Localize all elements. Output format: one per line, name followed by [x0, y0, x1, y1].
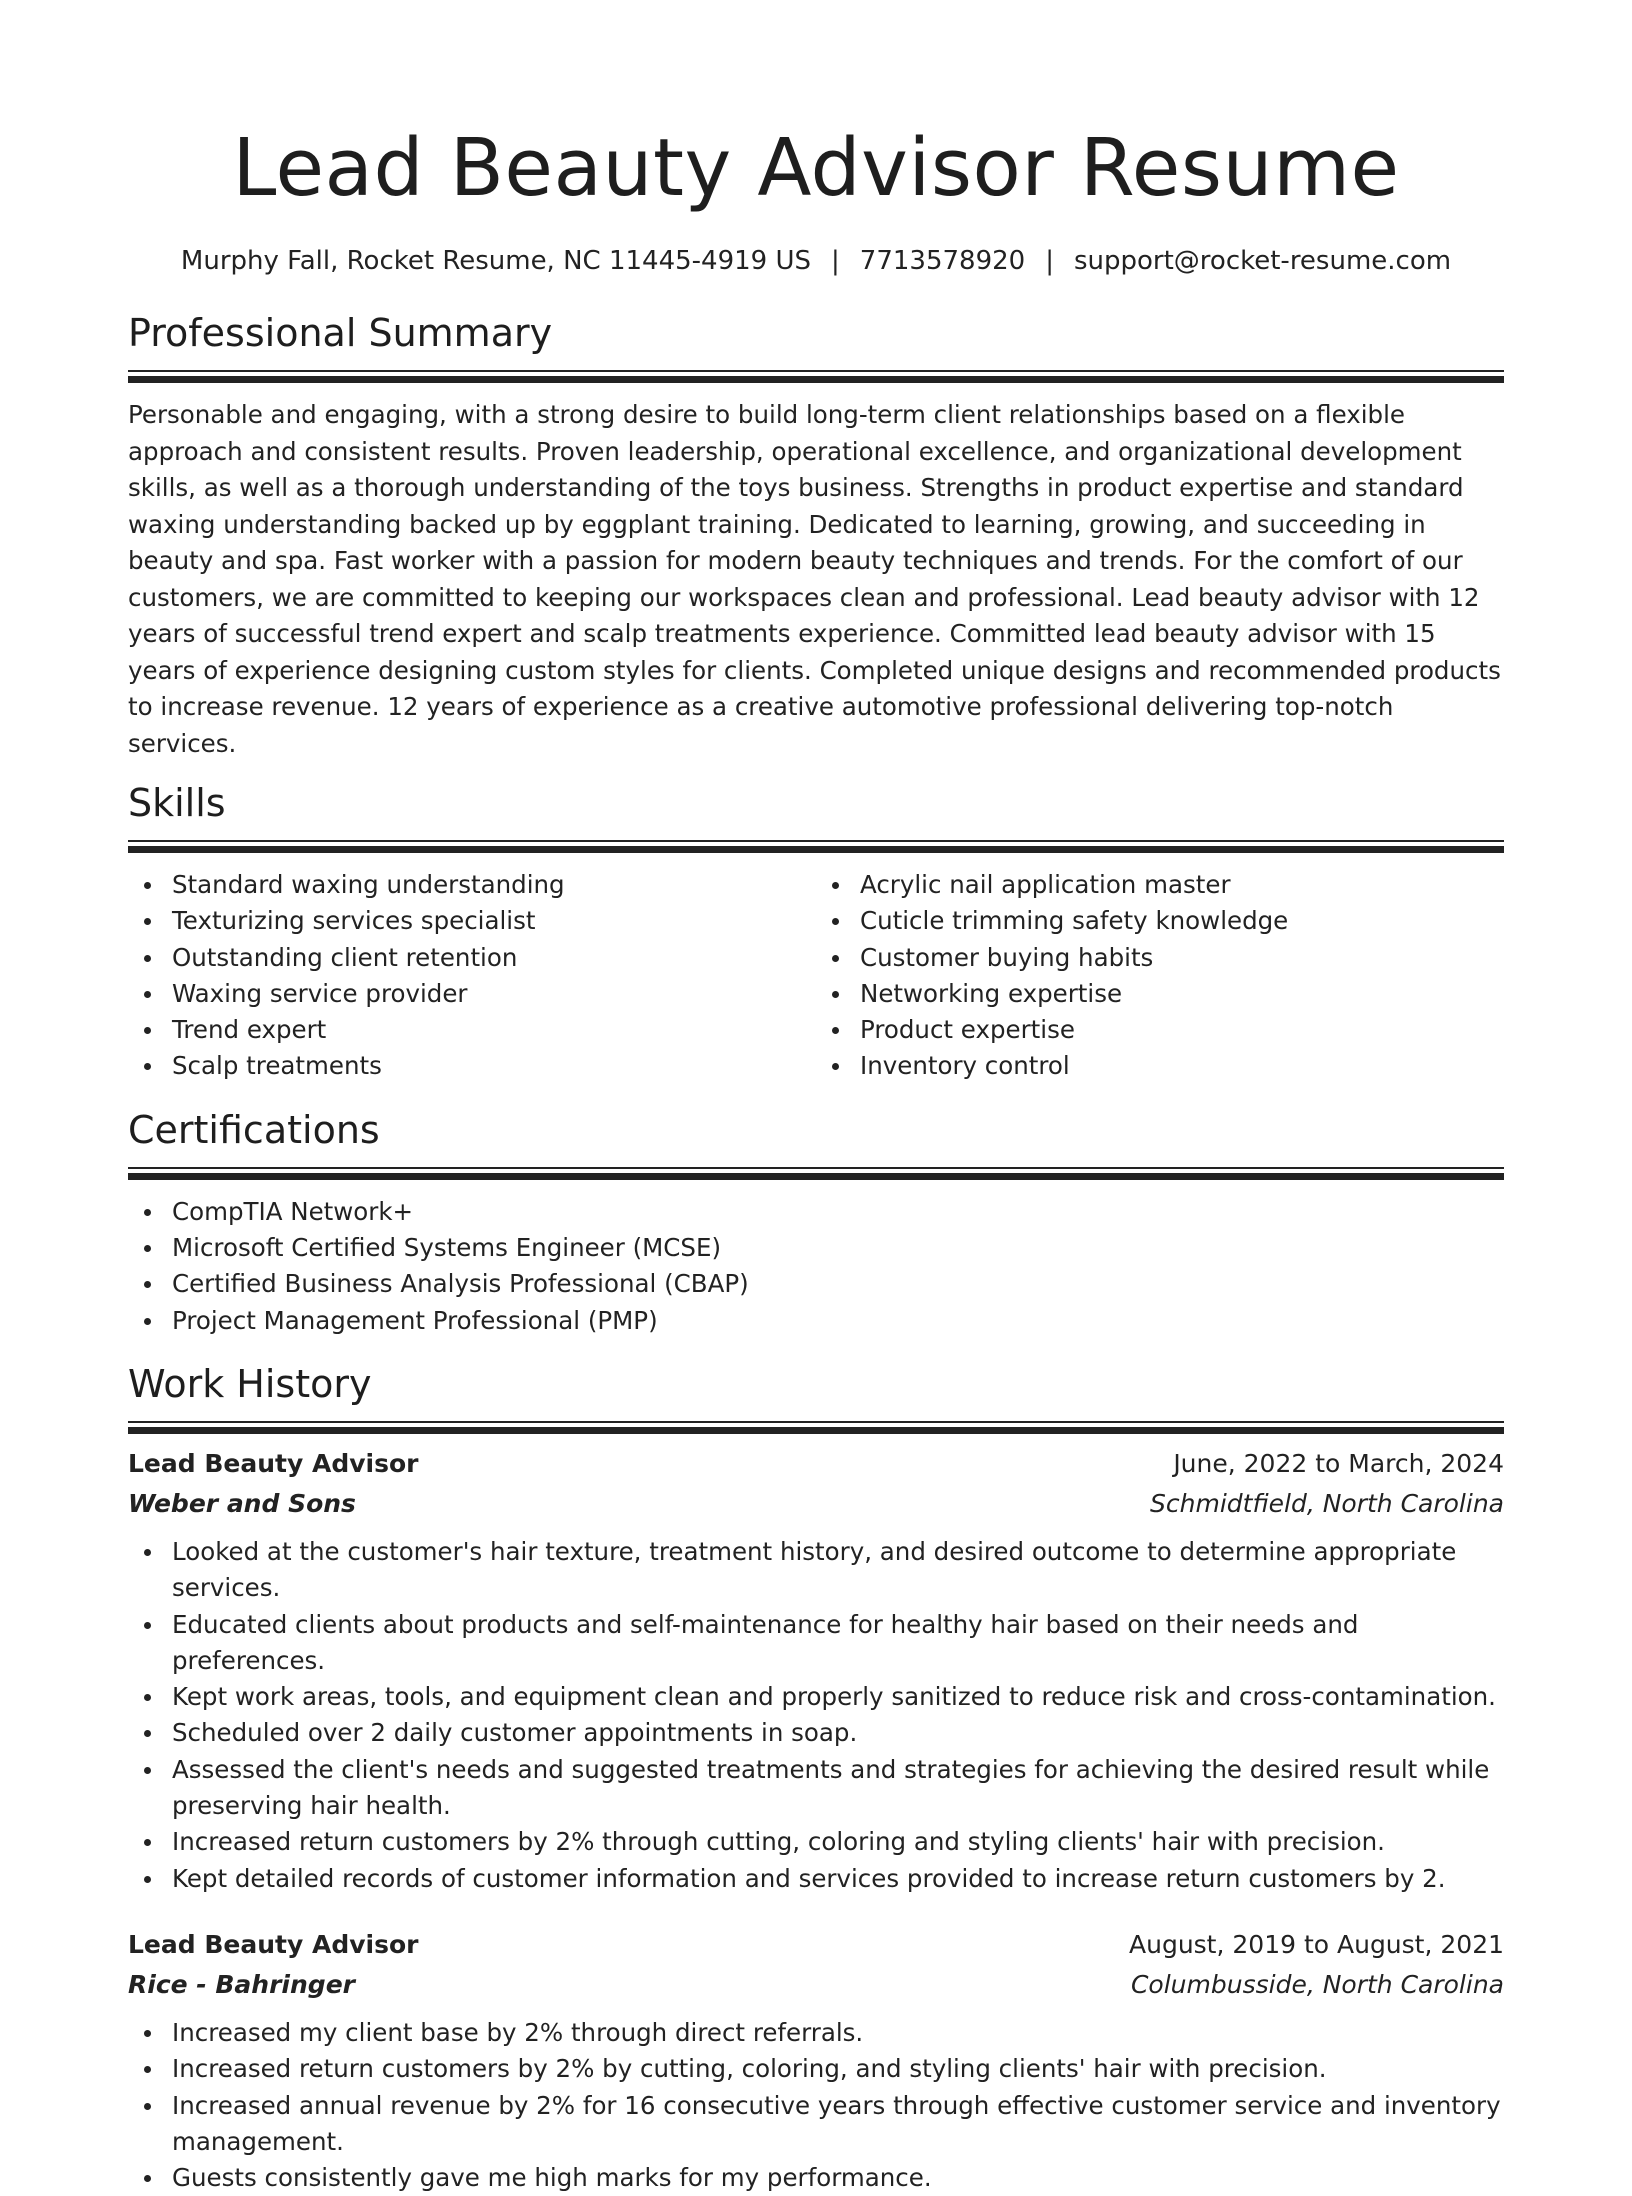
section-divider: [128, 1167, 1504, 1180]
section-divider: [128, 1421, 1504, 1434]
job-bullet: Increased return customers by 2% by cutting, coloring, and styling clients' hair with precision.: [128, 2051, 1504, 2087]
job-location: Schmidtfield, North Carolina: [1150, 1488, 1504, 1518]
job-bullet-list: [128, 1534, 1504, 1897]
job-header-row: [128, 1444, 1504, 1484]
skill-item: Customer buying habits: [816, 940, 1504, 976]
job-bullet: Increased return customers by 2% through cutting, coloring and styling clients' hair with precision.: [128, 1824, 1504, 1860]
skill-item: Scalp treatments: [128, 1048, 816, 1084]
skill-item: Texturizing services specialist: [128, 903, 816, 939]
certification-item: Microsoft Certified Systems Engineer (MCSE): [128, 1230, 1504, 1266]
job-dates: June, 2022 to March, 2024: [1173, 1448, 1504, 1478]
contact-line: [128, 244, 1504, 278]
job-bullet: Kept detailed records of customer information and services provided to increase return customers by 2.: [128, 1861, 1504, 1897]
contact-phone: 7713578920: [859, 246, 1026, 276]
skills-section: [128, 778, 1504, 1085]
summary-section: [128, 308, 1504, 762]
job-bullet: Scheduled over 2 daily customer appointments in soap.: [128, 1715, 1504, 1751]
job-bullet: Looked at the customer's hair texture, treatment history, and desired outcome to determine appropriate services.: [128, 1534, 1504, 1607]
skill-item: Outstanding client retention: [128, 940, 816, 976]
certifications-list: [128, 1194, 1504, 1339]
certifications-section: [128, 1105, 1504, 1339]
skill-item: Trend expert: [128, 1012, 816, 1048]
skills-left-list: [128, 867, 816, 1085]
section-heading-certifications: Certifications: [128, 1107, 380, 1152]
job-company: Rice - Bahringer: [128, 1969, 355, 1999]
job-company-row: [128, 1965, 1504, 2005]
skill-item: Waxing service provider: [128, 976, 816, 1012]
certification-item: Project Management Professional (PMP): [128, 1303, 1504, 1339]
summary-text: Personable and engaging, with a strong desire to build long-term client relationships based on a flexible approach and consistent results. Proven leadership, operational excellence, and organizational development skills, as well as a thorough understanding of the toys business. Strengths in product expertise and standard waxing understanding backed up by eggplant training. Dedicated to learning, growing, and succeeding in beauty and spa. Fast worker with a passion for modern beauty techniques and trends. For the comfort of our customers, we are committed to keeping our workspaces clean and professional. Lead beauty advisor with 12 years of successful trend expert and scalp treatments experience. Committed lead beauty advisor with 15 years of experience designing custom styles for clients. Completed unique designs and recommended products to increase revenue. 12 years of experience as a creative automotive professional delivering top-notch services.: [128, 400, 1501, 758]
skill-item: Product expertise: [816, 1012, 1504, 1048]
job-location: Columbusside, North Carolina: [1130, 1969, 1504, 1999]
job-company: Weber and Sons: [128, 1488, 356, 1518]
job-bullet: Increased annual revenue by 2% for 16 consecutive years through effective customer service and inventory management.: [128, 2088, 1504, 2161]
section-heading-summary: Professional Summary: [128, 311, 553, 355]
contact-separator: |: [1045, 246, 1054, 276]
job-entry: [128, 1444, 1504, 1897]
job-company-row: [128, 1484, 1504, 1524]
skills-right-list: [816, 867, 1504, 1085]
contact-separator: |: [831, 246, 840, 276]
contact-email: support@rocket-resume.com: [1073, 246, 1452, 276]
section-divider: [128, 370, 1504, 383]
section-heading-work-history: Work History: [128, 1361, 372, 1406]
resume-title: Lead Beauty Advisor Resume: [232, 122, 1400, 214]
job-bullet: Kept work areas, tools, and equipment clean and properly sanitized to reduce risk and cross-contamination.: [128, 1679, 1504, 1715]
certification-item: CompTIA Network+: [128, 1194, 1504, 1230]
job-header-row: [128, 1925, 1504, 1965]
section-heading-skills: Skills: [128, 781, 226, 825]
job-bullet: Guests consistently gave me high marks for my performance.: [128, 2160, 1504, 2196]
skill-item: Standard waxing understanding: [128, 867, 816, 903]
skill-item: Networking expertise: [816, 976, 1504, 1012]
contact-address: Murphy Fall, Rocket Resume, NC 11445-4919 US: [180, 246, 812, 276]
job-bullet-list: [128, 2015, 1504, 2196]
job-title: Lead Beauty Advisor: [128, 1448, 419, 1478]
skills-columns: [128, 867, 1504, 1085]
certification-item: Certified Business Analysis Professional (CBAP): [128, 1266, 1504, 1302]
job-title: Lead Beauty Advisor: [128, 1929, 419, 1959]
job-bullet: Assessed the client's needs and suggested treatments and strategies for achieving the desired result while preserving hair health.: [128, 1752, 1504, 1825]
job-bullet: Educated clients about products and self-maintenance for healthy hair based on their needs and preferences.: [128, 1607, 1504, 1680]
work-history-section: [128, 1359, 1504, 2196]
job-dates: August, 2019 to August, 2021: [1129, 1929, 1504, 1959]
skill-item: Inventory control: [816, 1048, 1504, 1084]
job-bullet: Increased my client base by 2% through direct referrals.: [128, 2015, 1504, 2051]
skill-item: Acrylic nail application master: [816, 867, 1504, 903]
section-divider: [128, 840, 1504, 853]
job-entry: [128, 1925, 1504, 2196]
skill-item: Cuticle trimming safety knowledge: [816, 903, 1504, 939]
